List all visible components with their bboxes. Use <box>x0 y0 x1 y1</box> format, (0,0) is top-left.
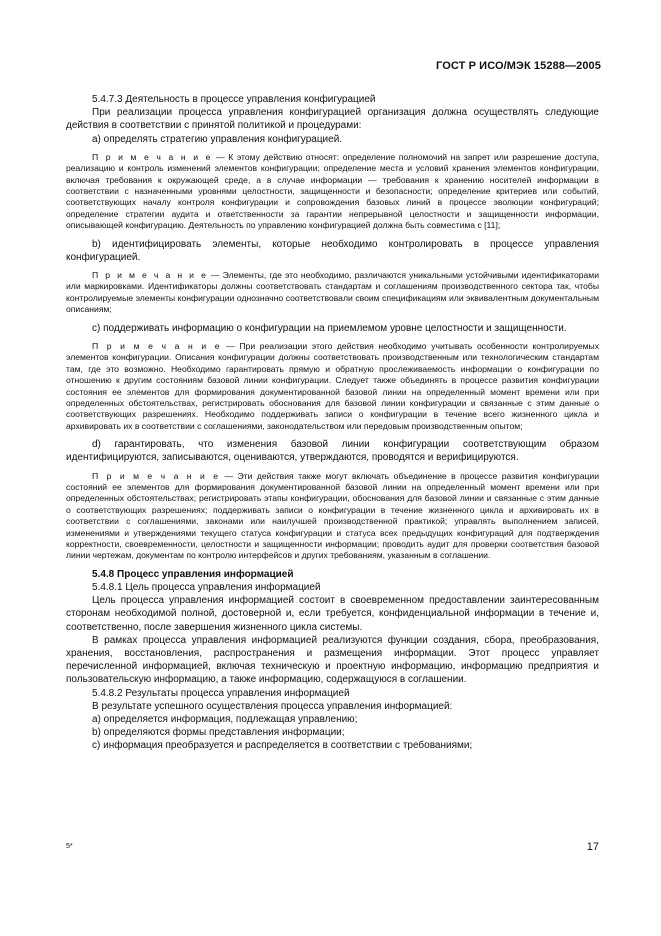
heading-5-4-8: 5.4.8 Процесс управления информацией <box>92 568 294 580</box>
note-b <box>66 270 599 316</box>
paragraph-results-intro: В результате успешного осуществления процесса управления информацией: <box>92 700 453 712</box>
standard-header: ГОСТ Р ИСО/МЭК 15288—2005 <box>436 60 601 72</box>
result-c: c) информация преобразуется и распределяется в соответствии с требованиями; <box>92 740 473 752</box>
note-label: П р и м е ч а н и е <box>92 151 213 162</box>
item-d: d) гарантировать, что изменения базовой линии конфигурации соответствующим образом идентифицируются, записываются, оцениваются, утверждаются, проводятся и верифицируются. <box>66 439 599 464</box>
note-label: П р и м е ч а н и е <box>92 270 208 281</box>
note-d-text: — Эти действия также могут включать объединение в процессе развития конфигурации состояний ее элементов для формирования документированной базовой линии на определенный момент времени или при определенных обстоятельствах; регистрировать этапы конфигурации, обоснования для базовой линии и связанные с этим данные о соответствующих разрешениях; поддерживать записи о конфигурации в течение жизненного цикла и архивировать их в соответствии с соглашениями, законами или наилучшей производственной практикой; управлять выполнением записей, изменениями и утверждениями текущего статуса конфигурации и статуса всех предыдущих конфигураций для подтверждения корректности, своевременности, целостности и защищенности информации; проводить аудит для проверки соответствия базовой линии чертежам, документам по контролю интерфейсов и других требованиям, указанным в соглашении. <box>66 470 599 561</box>
result-a: a) определяется информация, подлежащая управлению; <box>92 714 358 726</box>
sheet-mark: 5* <box>66 843 73 850</box>
note-a-text: — К этому действию относят: определение полномочий на запрет или разрешение доступа, реализацию и контроль изменений элементов конфигурации; определение места и условий хранения элементов конфигурации, включая требования к окружающей среде, а в случае информации — требования к хранению носителей информации в соответствии с назначенными уровнями целостности, защищенности и безопасности; определение критериев или событий, соответствующих началу контроля конфигурации и сопровождения базовых линий в процессе эволюции конфигураций; определение стратегии аудита и ответственности за гарантии непрерывной целостности и защищенности информации, описывающей конфигурацию. Деятельность по управлению конфигурацией должна быть совместима с [11]; <box>66 151 599 231</box>
note-c <box>66 341 599 432</box>
item-c: c) поддерживать информацию о конфигурации на приемлемом уровне целостности и защищенности. <box>92 322 567 334</box>
page-number: 17 <box>586 841 599 853</box>
note-label: П р и м е ч а н и е <box>92 470 221 481</box>
heading-5-4-7-3: 5.4.7.3 Деятельность в процессе управления конфигурацией <box>92 94 376 105</box>
note-a <box>66 152 599 232</box>
item-a: a) определять стратегию управления конфигурацией. <box>92 133 343 145</box>
note-b-text: — Элементы, где это необходимо, различаются уникальными устойчивыми идентификаторами или маркировками. Идентификаторы должны соответствовать стандартам и соглашениям производственного сектора так, чтобы контролируемые элементы конфигурации однозначно соответствовали своим спецификациям или эквивалентным документальным описаниям; <box>66 270 599 315</box>
paragraph-scope: В рамках процесса управления информацией реализуются функции создания, сбора, преобразования, хранения, восстановления, распространения и размещения информации. Этот процесс управляет перечисленной информацией, включая техническую и проектную информацию, информацию предприятия и пользовательскую информацию, а также информацию, содержащуюся в соглашении. <box>66 634 599 686</box>
note-d <box>66 471 599 562</box>
paragraph-intro: При реализации процесса управления конфигурацией организация должна осуществлять следующие действия в соответствии с принятой политикой и процедурами: <box>66 107 599 132</box>
result-b: b) определяются формы представления информации; <box>92 727 345 739</box>
item-b: b) идентифицировать элементы, которые необходимо контролировать в процессе управления конфигурацией. <box>66 238 599 263</box>
heading-5-4-8-2: 5.4.8.2 Результаты процесса управления информацией <box>92 687 350 699</box>
paragraph-purpose: Цель процесса управления информацией состоит в своевременном предоставлении заинтересованным сторонам необходимой полной, достоверной и, если требуется, конфиденциальной информации в течение и, соответственно, после завершения жизненного цикла системы. <box>66 595 599 633</box>
heading-5-4-8-1: 5.4.8.1 Цель процесса управления информацией <box>92 582 321 593</box>
page-body <box>66 93 599 753</box>
note-label: П р и м е ч а н и е <box>92 340 222 351</box>
note-c-text: — При реализации этого действия необходимо учитывать особенности контролируемых элементов конфигурации. Описания конфигурации должны соответствовать производственным или технологическим стандартам там, где это возможно. Необходимо гарантировать прямую и обратную прослеживаемость информации о конфигурации по отношению к другим состояниям базовой линии конфигурации. Следует также объединять в процессе развития конфигурации состояния ее элементов для формирования документированной базовой линии на определенный момент времени или при определенных обстоятельствах, регистрировать обоснования для базовой линии конфигурации и связанные с этим данные о соответствующих разрешениях. Необходимо поддерживать записи о конфигурации в течение всего жизненного цикла и архивировать их в соответствии с соглашениями, законодательством или передовым производственным опытом; <box>66 340 599 431</box>
